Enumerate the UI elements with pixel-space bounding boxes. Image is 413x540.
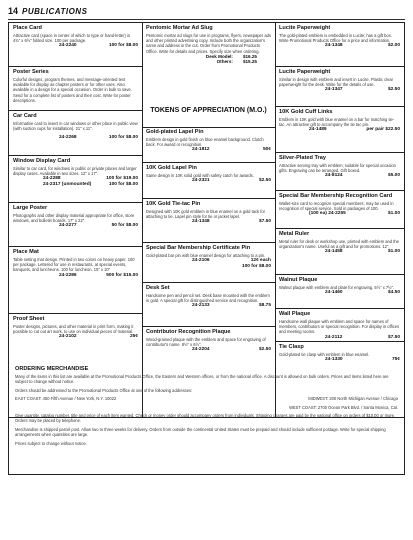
item-description: Emblem in 10K gold with blue enamel on a bar for matching tie-tac. An attractive gift to accompany the tie tac pin.: [279, 117, 395, 128]
item-code: 24-2321: [192, 178, 210, 184]
item-price: $5.00: [387, 173, 400, 179]
catalog-item-cuff-links: [275, 107, 404, 153]
midwest-address: MIDWEST: 200 North Michigan Avenue / Chicago: [308, 396, 398, 402]
item-title: Car Card: [13, 113, 37, 119]
header-rule: [8, 19, 405, 20]
item-title: Desk Set: [146, 285, 170, 291]
item-order-line: [13, 334, 138, 340]
catalog-item-large-poster: [9, 203, 142, 247]
ordering-merchandise-section: [8, 363, 405, 475]
catalog-item-place-mat: [9, 247, 142, 314]
item-description: The gold-plated emblem is embedded in Lucite; has a gift box. Write Promotional Products Office for a price and information.: [279, 33, 392, 44]
item-price: $1.00: [387, 211, 400, 217]
item-order-line: [279, 87, 400, 93]
ordering-paragraph-2: Orders should be addressed to the Promotional Products Office at one of the following addresses:: [15, 387, 193, 393]
desk-model-price: $16.25: [242, 53, 257, 59]
ordering-paragraph-4: Merchandise is shipped parcel post. Allow two to three weeks for delivery. Orders from outside the continental United States must be prepaid and should include sufficient postage. Write for special shipping arrangements when quantities are large.: [15, 426, 386, 438]
item-order-line: [279, 43, 400, 49]
item-title: Silver-Plated Tray: [279, 155, 326, 161]
desk-model-label: Desk Model:: [205, 53, 233, 59]
item-description: Walnut plaque with emblem and plate for engraving. 5½" x 7½".: [279, 285, 395, 290]
item-order-line: [146, 147, 271, 153]
item-title: Walnut Plaque: [279, 277, 318, 283]
item-price: $7.50: [258, 219, 271, 225]
item-code: 24-1460: [325, 290, 343, 296]
item-description: Emblem design in gold finish on blue enamel background. Clutch back. For award or recognition.: [146, 137, 264, 148]
tokens-heading: TOKENS OF APPRECIATION (M.O.): [142, 107, 275, 128]
item-price: $2.00: [387, 43, 400, 49]
item-description: Attractive card (space in center of which to type or hand-letter) in 4¾" x 6½" folded size. 100 per package.: [13, 33, 131, 44]
item-title: 10K Gold Lapel Pin: [146, 165, 197, 171]
catalog-item-poster-series: [9, 67, 142, 111]
item-code: 24-1347: [325, 87, 343, 93]
item-title: Place Card: [13, 25, 42, 31]
item-order-line: [279, 173, 400, 179]
item-title: Lucite Paperweight: [279, 69, 331, 75]
item-price: $4.50: [387, 290, 400, 296]
item-price: 75¢: [391, 357, 400, 363]
catalog-item-gold-plated-lapel-pin: [142, 127, 275, 163]
catalog-column-2: [142, 23, 276, 417]
ordering-title: ORDERING MERCHANDISE: [15, 366, 89, 372]
page-header: [8, 4, 405, 18]
catalog-item-wall-plaque: [275, 309, 404, 342]
ordering-paragraph-3: Give quantity, catalog number, title and price of each item wanted. Check or money order should accompany orders from individuals. Shipping charges are paid by the national office on orders of $10.00 or more. Orders may be placed by telephone.: [15, 413, 396, 424]
item-price: $2.50: [258, 178, 271, 184]
item-title: Contributor Recognition Plaque: [146, 329, 231, 335]
price-change-note: Prices subject to change without notice.: [15, 440, 87, 446]
item-order-line: [13, 223, 138, 229]
item-title: Wall Plaque: [279, 311, 311, 317]
item-order-line: [279, 211, 400, 217]
others-price: $15.25: [242, 59, 257, 65]
item-title: Window Display Card: [13, 158, 71, 164]
ordering-paragraph-1: Many of the items in this list are available at the Promotional Products Office, the Eastern and Western offices, or from the national office. A discount is allowed on bulk orders. Prices and items listed here are subject to change without notice.: [15, 374, 389, 385]
item-order-line-2: [13, 182, 138, 188]
item-description: Designed with 10K gold emblem in blue enamel on a gold tack for attaching to tie. Lapel pin style for tie or jacket lapel.: [146, 209, 266, 220]
item-description: Handsome pen and pencil set. Desk base mounted with the emblem in gold. A special gift for distinguished service and recognition.: [146, 293, 270, 304]
catalog-item-walnut-plaque: [275, 275, 404, 309]
item-order-line: [146, 303, 271, 309]
catalog-item-car-card: [9, 111, 142, 156]
item-order-line-2: [146, 264, 271, 270]
item-code: 24-2286: [59, 272, 77, 278]
item-title: Tie Clasp: [279, 344, 304, 350]
page-number: 14: [8, 6, 19, 16]
item-title: Proof Sheet: [13, 316, 45, 322]
catalog-item-silver-plated-tray: [275, 153, 404, 191]
item-description: Table setting mat design. Printed in two colors on heavy paper. 100 per package. Lettered for use in restaurants, at special events, banquets, and luncheons. 100 for luncheon. 15" x 10": [13, 257, 135, 273]
east-coast-address: EAST COAST: 450 Fifth Avenue / New York, N.Y. 10022: [15, 396, 117, 402]
west-coast-address: WEST COAST: 2700 Ocean Park Blvd. / Santa Monica, Cal.: [289, 404, 398, 410]
item-description: Colorful designs, program themes, and message-oriented text available for display as chapter posters or for other uses. Also available in a design for a special occasion. Order in bulk to save. Send for a complete list of posters and their cost. Write for poster descriptions.: [13, 77, 132, 103]
item-title: 10K Gold Tie-tac Pin: [146, 201, 201, 207]
catalog-item-metal-ruler: [275, 229, 404, 275]
item-description: Similar to car card, for windows in public or private places and larger display cases. Available in two sizes. 12" x 17".: [13, 166, 137, 177]
catalog-item-contributor-plaque: [142, 327, 275, 364]
item-code: (100 ea) 24-2255: [309, 211, 346, 217]
others-price-line: [146, 59, 271, 65]
item-price: 25¢: [129, 334, 138, 340]
catalog-item-tie-tac-pin: [142, 199, 275, 243]
item-title: Gold-plated Lapel Pin: [146, 129, 204, 135]
item-code: 24-2106: [192, 258, 210, 264]
catalog-item-place-card: [9, 23, 142, 67]
item-order-line: [13, 43, 138, 49]
item-price: $2.50: [387, 87, 400, 93]
item-order-line: [146, 178, 271, 184]
catalog-item-recognition-card: [275, 191, 404, 229]
item-price: per pair $22.50: [366, 127, 400, 133]
item-price: 100 for $8.00: [108, 43, 138, 49]
item-price: 50¢: [262, 147, 271, 153]
item-code: 24-2277: [59, 223, 77, 229]
catalog-item-ad-slug: [142, 23, 275, 107]
office-addresses: [15, 396, 398, 401]
item-title: Large Poster: [13, 205, 48, 211]
item-title: Poster Series: [13, 69, 49, 75]
item-description: Wallet-size card to recognize special members; may be used in recognition of special service. Sold in packages of 100.: [279, 201, 394, 212]
item-description: Pentomic mortar ad slugs for use in programs, flyers, newspaper ads and other printed advertising copy. Include both the organization's name and address in the cut. Order from Promotional Products Office. Write for details and prices. Specify size when ordering.: [146, 33, 271, 54]
item-description: Wood-grained plaque with the emblem and space for engraving of contributor's name. 8½" x 6½".: [146, 337, 266, 348]
item-code: 24-2133: [192, 303, 210, 309]
item-price: $7.50: [387, 334, 400, 340]
item-title: Place Mat: [13, 249, 39, 255]
item-description: Informative card to insert in car windows or other place in public view (with suction cups for installation). 21" x 11".: [13, 121, 138, 132]
item-order-line: [279, 290, 400, 296]
item-code: 24-1348: [325, 43, 343, 49]
item-price: 500 for $15.00: [106, 272, 138, 278]
item-code: 24-2268: [59, 135, 77, 141]
item-order-line: [13, 135, 138, 141]
catalog-item-proof-sheet: [9, 314, 142, 364]
others-label: Others:: [216, 59, 233, 65]
item-price: 50 for $8.00: [111, 223, 138, 229]
item-price: $8.75: [258, 303, 271, 309]
item-code: 24-1812: [192, 147, 210, 153]
item-order-line: [279, 127, 400, 133]
item-code: 24-1348: [192, 219, 210, 225]
catalog-item-desk-set: [142, 283, 275, 327]
item-order-line: [146, 347, 271, 353]
item-title: Metal Ruler: [279, 231, 310, 237]
item-description: Poster designs, pictures, and other material in print form, making it possible to cut out art work, to use on individual pieces of material.: [13, 324, 134, 335]
catalog-item-10k-gold-lapel-pin: [142, 163, 275, 199]
item-description: Gold-plated tie clasp with emblem in blue enamel.: [279, 352, 370, 357]
catalog-column-1: [9, 23, 143, 417]
catalog-item-tie-clasp: [275, 342, 404, 364]
item-price: 12¢ each: [250, 258, 271, 264]
item-description: Gold-plated bar pin with blue enamel design for attaching to a pin.: [146, 253, 266, 258]
item-code: 24-2102: [59, 334, 77, 340]
item-order-line: [13, 273, 138, 279]
catalog-item-lucite-paperweight-2: [275, 67, 404, 107]
item-price: $1.00: [387, 249, 400, 255]
item-price: 100 for $8.00: [108, 135, 138, 141]
item-description: Metal ruler for desk or workshop use, printed with emblem and the organization's name. Useful as a gift and for promotions. 12".: [279, 239, 399, 250]
item-title: 10K Gold Cuff Links: [279, 109, 333, 115]
catalog-grid: [8, 22, 405, 418]
item-description: Similar in design with emblem and insert in Lucite. Plastic clear paperweight for the desk. Write for the details of use.: [279, 77, 393, 88]
item-code: 24-2204: [192, 347, 210, 353]
item-title: Lucite Paperweight: [279, 25, 331, 31]
catalog-item-window-display-card: [9, 156, 142, 203]
item-order-line: [279, 335, 400, 341]
item-price-2: 100 for $8.00: [108, 182, 138, 188]
item-title: Special Bar Membership Recognition Card: [279, 193, 393, 199]
item-code: 24-1458: [325, 249, 343, 255]
catalog-column-3: [275, 23, 404, 417]
item-code: 24-2240: [59, 43, 77, 49]
item-price: $2.50: [258, 347, 271, 353]
item-title: Pentomic Mortar Ad Slug: [146, 25, 213, 31]
item-description: Attractive serving tray with emblem; suitable for special occasion gifts. Engraving can be arranged. Gift boxed.: [279, 163, 396, 174]
item-code: 24-2112: [325, 334, 343, 340]
section-title: PUBLICATIONS: [22, 6, 88, 16]
item-description: Handsome wall plaque with emblem and space for names of members, contributors or special recognition. For display in offices and meeting rooms.: [279, 319, 400, 335]
item-description: Photographs and other display material appropriate for office, store windows, and bulletin boards. 17" x 22".: [13, 213, 135, 224]
office-addresses-2: [15, 405, 398, 410]
item-code: 24-1330: [325, 357, 343, 363]
item-code: 24-8124: [325, 173, 343, 179]
item-order-line: [279, 249, 400, 255]
item-order-line: [146, 219, 271, 225]
item-title: Special Bar Membership Certificate Pin: [146, 245, 251, 251]
catalog-item-certificate-pin: [142, 243, 275, 283]
item-code: 24-2288: [43, 176, 61, 182]
item-price: 100 for $19.00: [106, 176, 138, 182]
item-description: Same design in 10K solid gold with safety catch for awards.: [146, 173, 254, 178]
item-code: 24-1489: [309, 127, 327, 133]
item-price-2: 100 for $8.00: [241, 264, 271, 270]
item-code-2: 24-2317 (unmounted): [43, 182, 92, 188]
catalog-item-lucite-paperweight-1: [275, 23, 404, 67]
